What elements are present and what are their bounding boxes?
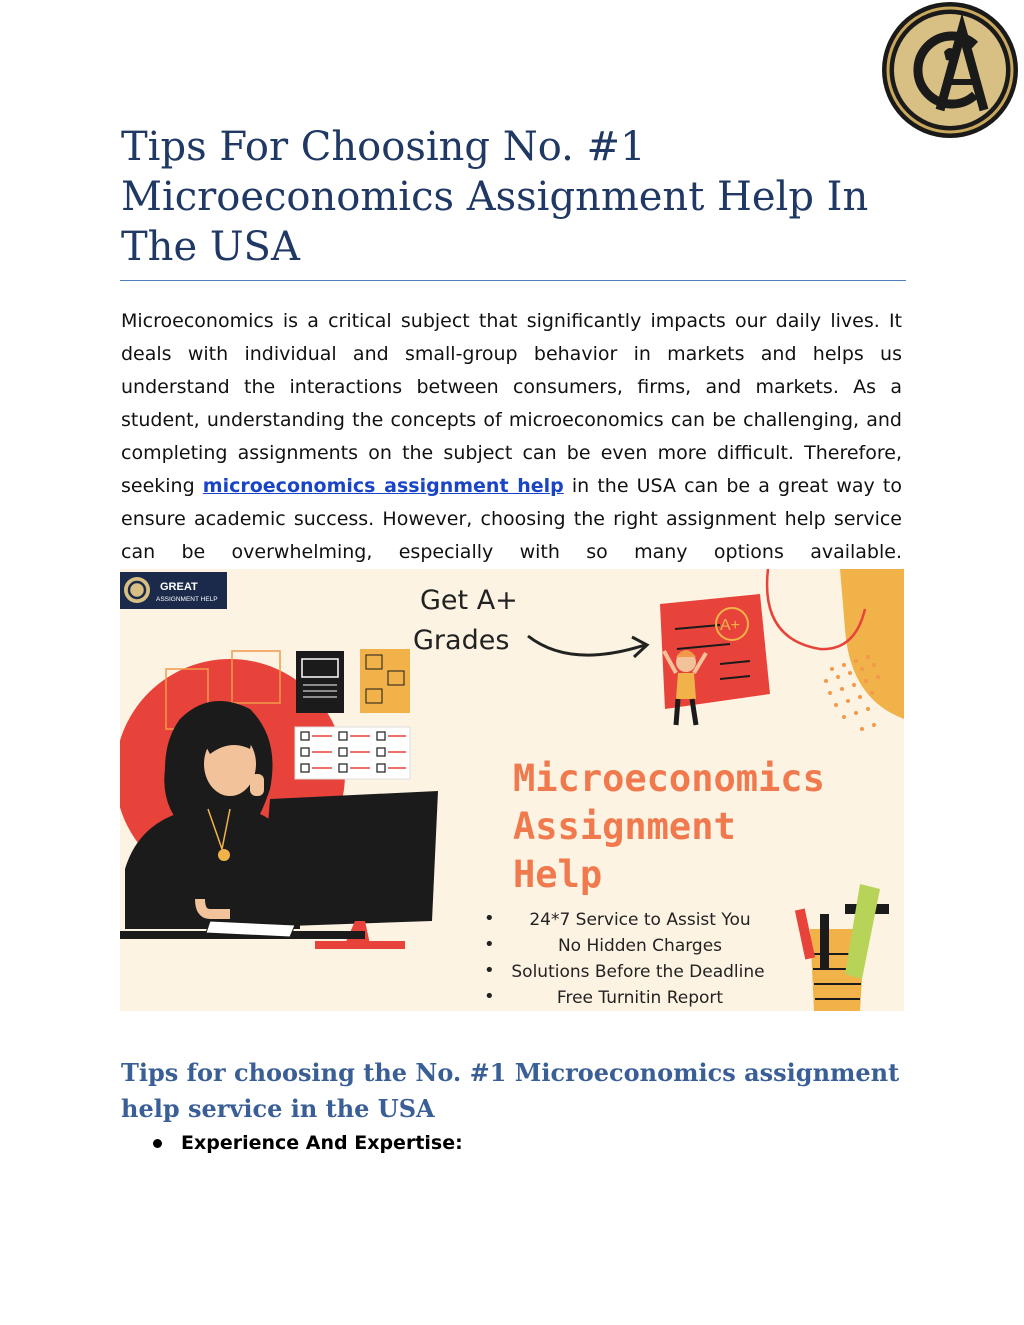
graded-paper-icon: [660, 594, 770, 709]
svg-text:•: •: [484, 986, 495, 1007]
brand-name-line1: GREAT: [160, 581, 198, 593]
banner-heading-line3: Help: [513, 853, 603, 896]
feature-item: Solutions Before the Deadline: [511, 962, 765, 982]
svg-text:•: •: [484, 908, 495, 929]
svg-text:•: •: [484, 934, 495, 955]
microeconomics-help-link[interactable]: microeconomics assignment help: [202, 475, 564, 497]
banner-heading-line1: Microeconomics: [513, 757, 825, 800]
svg-text:•: •: [484, 960, 495, 981]
grades-line1: Get A+: [420, 585, 518, 616]
section-heading: Tips for choosing the No. #1 Microeconomics assignment help service in the USA: [121, 1058, 900, 1123]
bullet-icon: [153, 1139, 162, 1148]
feature-item: No Hidden Charges: [557, 936, 723, 956]
company-logo: [880, 0, 1020, 140]
banner-heading-line2: Assignment: [513, 805, 736, 848]
list-item-label: Experience And Expertise:: [181, 1132, 463, 1154]
brand-name-line2: ASSIGNMENT HELP: [156, 596, 218, 603]
intro-text-start: Microeconomics is a critical subject that significantly impacts our daily lives. It deals with individual and small-group behavior in markets and helps us understand the interactions between consumers, firms, and markets. As a student, understanding the concepts of microeconomics can be challenging, and completing assignments on the subject can be even more difficult. Therefore, seeking: [121, 310, 902, 497]
notes-card-icon: [360, 649, 410, 713]
intro-text-end: in the USA can be a great way to ensure academic success. However, choosing the right assignment help service can be overwhelming, especially with so many options available.: [121, 475, 903, 563]
page-title: Tips For Choosing No. #1 Microeconomics Assignment Help In The USA: [121, 124, 869, 270]
feature-item: 24*7 Service to Assist You: [529, 910, 751, 930]
document-card-icon: [296, 651, 344, 713]
feature-item: Free Turnitin Report: [556, 988, 724, 1008]
title-divider: [120, 280, 906, 281]
intro-paragraph: [121, 305, 902, 569]
promo-banner: [120, 569, 904, 1011]
grades-line2: Grades: [413, 625, 510, 656]
grade-badge: A+: [720, 617, 741, 634]
checklist-card-icon: [295, 727, 410, 779]
